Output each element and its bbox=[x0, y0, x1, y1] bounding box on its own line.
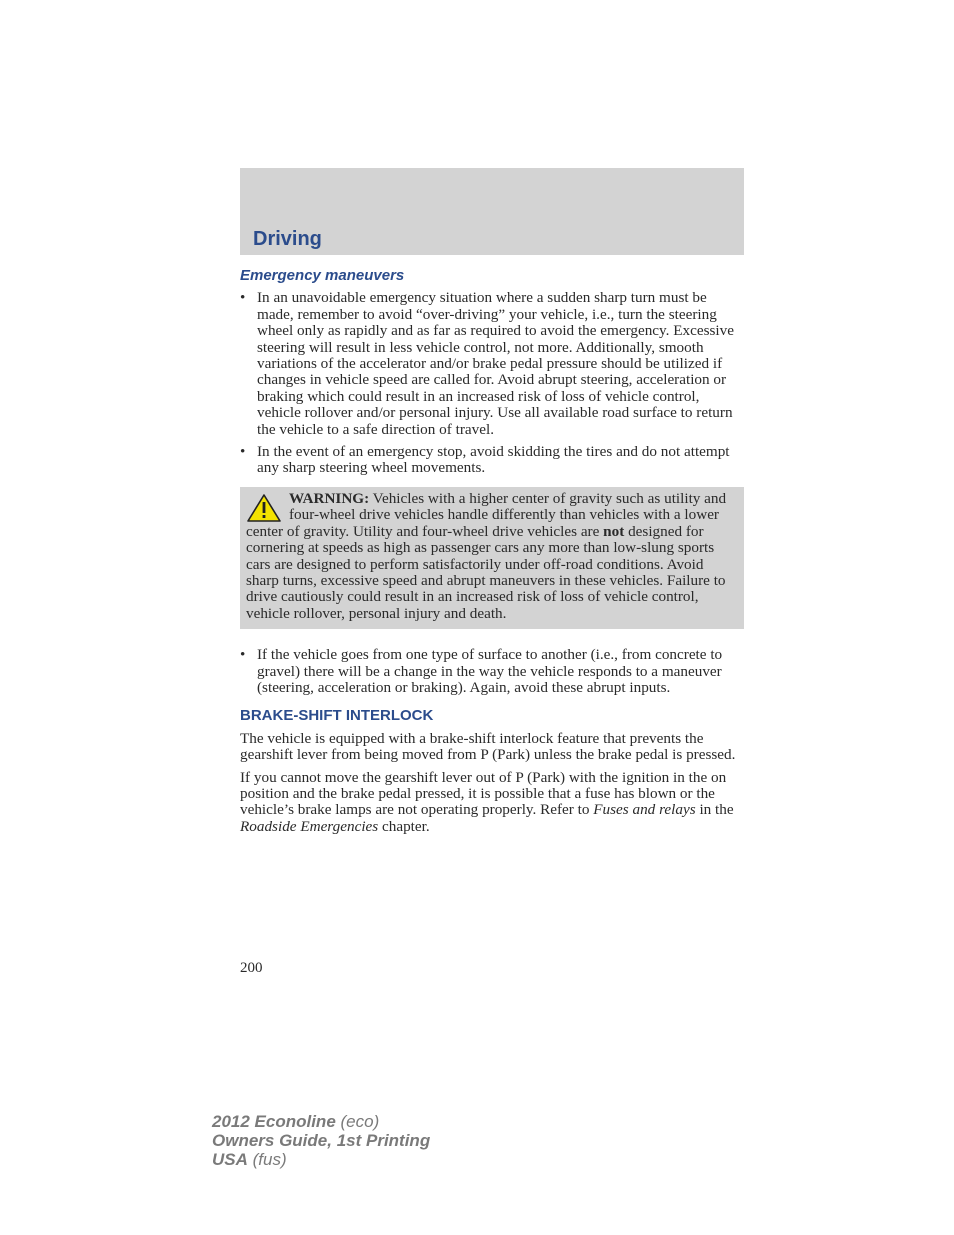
warning-text: designed for cornering at speeds as high as passenger cars any more than low-slung sports cars are designed to perform satisfactorily under off-road conditions. Avoid sharp turns, excessive speed and abrupt maneuvers in these vehicles. Failure to drive cautiously could result in an increased risk of loss of vehicle control, vehicle rollover, personal injury and death. bbox=[246, 522, 726, 622]
footer-model: 2012 Econoline bbox=[212, 1112, 336, 1131]
footer-market: USA bbox=[212, 1150, 248, 1169]
warning-label: WARNING: bbox=[289, 489, 370, 507]
warning-triangle-icon bbox=[246, 493, 282, 523]
bullet-text: If the vehicle goes from one type of surface to another (i.e., from concrete to gravel) there will be a change in the way the vehicle responds to a maneuver (steering, acceleration or braking). Again, avoid these abrupt inputs. bbox=[257, 646, 723, 696]
chapter-title: Driving bbox=[253, 228, 322, 250]
bullet-text: In the event of an emergency stop, avoid skidding the tires and do not attempt any sharp steering wheel movements. bbox=[257, 443, 730, 477]
footer-model-code: (eco) bbox=[335, 1112, 380, 1131]
interlock-paragraph: The vehicle is equipped with a brake-shift interlock feature that prevents the gearshift lever from being moved from P (Park) unless the brake pedal is pressed. bbox=[240, 729, 736, 764]
warning-text: Vehicles with a higher center of gravity such as utility and four-wheel drive vehicles handle differently than vehicles with a lower center of gravity. Utility and four-wheel drive vehicles are bbox=[246, 489, 727, 540]
paragraph-text: chapter. bbox=[378, 817, 430, 835]
interlock-paragraph bbox=[240, 770, 744, 836]
cross-reference: Fuses and relays bbox=[593, 801, 696, 819]
paragraph-text: in the bbox=[695, 801, 734, 819]
page-number: 200 bbox=[240, 960, 263, 976]
list-item bbox=[240, 290, 744, 438]
footer-market-code: (fus) bbox=[247, 1150, 287, 1169]
emergency-maneuvers-heading: Emergency maneuvers bbox=[240, 267, 405, 284]
brake-shift-interlock-heading: BRAKE-SHIFT INTERLOCK bbox=[240, 707, 434, 725]
bullet-icon: • bbox=[240, 289, 246, 307]
bullet-text: In an unavoidable emergency situation where a sudden sharp turn must be made, remember to avoid “over-driving” your vehicle, i.e., turn the steering wheel only as rapidly and as far as required to avoid the emergency. Excessive steering will result in less vehicle control, not more. Additionally, smooth variations of the accelerator and/or brake pedal pressure should be utilized if changes in vehicle speed are called for. Avoid abrupt steering, acceleration or braking which could result in an increased risk of loss of vehicle control, vehicle rollover and/or personal injury. Use all available road surface to return the vehicle to a safe direction of travel. bbox=[257, 289, 734, 438]
list-item bbox=[240, 444, 744, 477]
warning-box bbox=[240, 487, 744, 629]
paragraph-text: If you cannot move the gearshift lever out of P (Park) with the ignition in the on position and the brake pedal pressed, it is possible that a fuse has blown or the vehicle’s brake lamps are not operating properly. Refer to bbox=[240, 768, 727, 819]
page-content bbox=[240, 266, 744, 841]
bullet-icon: • bbox=[240, 646, 246, 664]
footer-printing: Owners Guide, 1st Printing bbox=[212, 1131, 431, 1150]
cross-reference: Roadside Emergencies bbox=[240, 817, 379, 835]
list-item bbox=[240, 647, 744, 696]
footer bbox=[212, 1112, 430, 1169]
bullet-icon: • bbox=[240, 443, 246, 461]
warning-emphasis: not bbox=[603, 522, 625, 540]
